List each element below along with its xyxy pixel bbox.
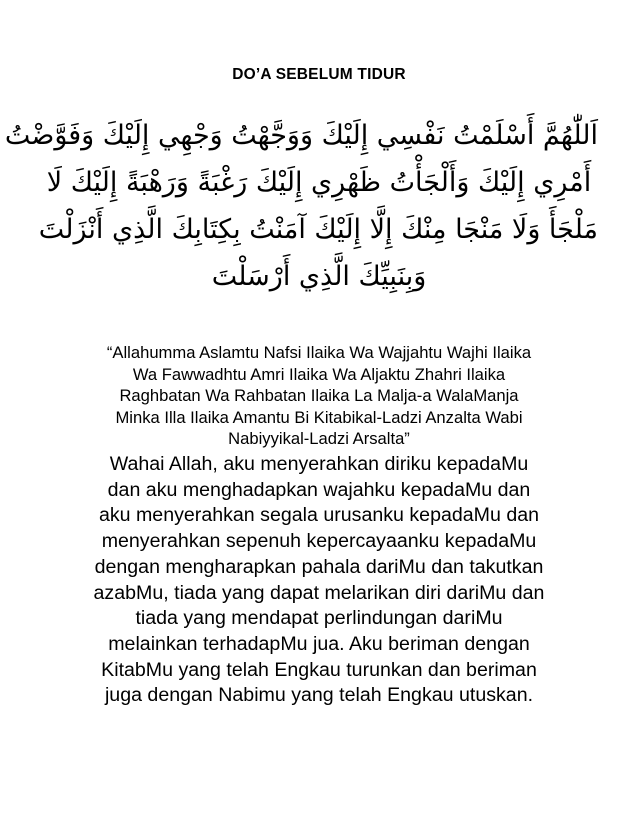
transliteration-line-1: “Allahumma Aslamtu Nafsi Ilaika Wa Wajjahtu Wajhi Ilaika xyxy=(106,343,532,362)
arabic-line-1: اَللّٰهُمَّ أَسْلَمْتُ نَفْسِي إِلَيْكَ وَوَجَّهْتُ وَجْهِي إِلَيْكَ وَفَوَّضْتُ xyxy=(4,120,598,151)
arabic-line-3: مَلْجَأَ وَلَا مَنْجَا مِنْكَ إِلَّا إِلَيْكَ آمَنْتُ بِكِتَابِكَ الَّذِي أَنْزَلْتَ xyxy=(38,214,598,245)
page-title: DO’A SEBELUM TIDUR xyxy=(232,66,406,83)
arabic-prayer-text xyxy=(4,112,598,300)
transliteration-line-4: Minka Illa Ilaika Amantu Bi Kitabikal-Ladzi Anzalta Wabi xyxy=(115,407,523,427)
translation-line-9: KitabMu yang telah Engkau turunkan dan beriman xyxy=(101,658,537,681)
transliteration-text xyxy=(40,342,598,450)
transliteration-line-5: Nabiyyikal-Ladzi Arsalta” xyxy=(228,429,410,448)
translation-text xyxy=(40,452,598,709)
translation-line-4: menyerahkan sepenuh kepercayaanku kepadaMu xyxy=(101,530,537,553)
translation-line-6: azabMu, tiada yang dapat melarikan diri dariMu dan xyxy=(93,581,545,604)
translation-line-3: aku menyerahkan segala urusanku kepadaMu dan xyxy=(98,504,540,527)
arabic-line-4: وَبِنَبِيِّكَ الَّذِي أَرْسَلْتَ xyxy=(211,261,427,292)
translation-line-7: tiada yang mendapat perlindungan dariMu xyxy=(135,607,503,630)
arabic-line-2: أَمْرِي إِلَيْكَ وَأَلْجَأْتُ ظَهْرِي إِلَيْكَ رَغْبَةً وَرَهْبَةً إِلَيْكَ لَا xyxy=(46,167,592,198)
transliteration-line-3: Raghbatan Wa Rahbatan Ilaika La Malja-a WalaManja xyxy=(119,386,519,405)
translation-line-10: juga dengan Nabimu yang telah Engkau utuskan. xyxy=(104,684,534,707)
translation-line-5: dengan mengharapkan pahala dariMu dan takutkan xyxy=(94,555,544,578)
translation-line-2: dan aku menghadapkan wajahku kepadaMu dan xyxy=(107,478,531,501)
translation-line-1: Wahai Allah, aku menyerahkan diriku kepadaMu xyxy=(109,453,529,475)
translation-line-8: melainkan terhadapMu jua. Aku beriman dengan xyxy=(108,632,530,655)
transliteration-line-2: Wa Fawwadhtu Amri Ilaika Wa Aljaktu Zhahri Ilaika xyxy=(132,364,506,384)
